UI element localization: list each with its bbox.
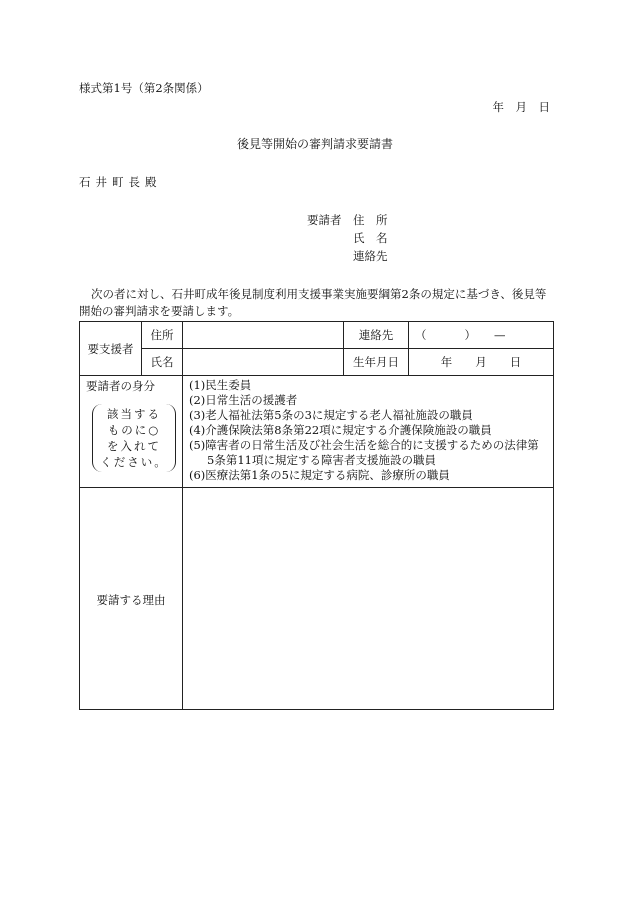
subject-contact-field[interactable] (409, 322, 554, 349)
request-statement: 次の者に対し、石井町成年後見制度利用支援事業実施要綱第2条の規定に基づき、後見等開始の審判請求を要請します。 (79, 287, 547, 318)
subject-label: 要支援者 (80, 322, 142, 376)
subject-address-field[interactable] (183, 322, 344, 349)
phone-dash: — (494, 328, 506, 342)
requester-name-label: 氏 名 (353, 231, 388, 245)
qualification-item[interactable]: (4)介護保険法第8条第22項に規定する介護保険施設の職員 (189, 423, 492, 437)
subject-contact-label: 連絡先 (344, 322, 409, 349)
bracket-note: 該当する ものに○ を入れて ください。 (92, 404, 176, 472)
qualification-list (183, 376, 554, 488)
phone-close-paren: ） (464, 328, 476, 342)
requester-heading: 要請者 (307, 213, 342, 227)
requester-contact-label: 連絡先 (353, 249, 388, 263)
qualification-item[interactable]: (1)民生委員 (189, 378, 252, 392)
subject-birthdate-field[interactable]: 年 月 日 (409, 349, 554, 376)
qualification-item[interactable]: (6)医療法第1条の5に規定する病院、診療所の職員 (189, 468, 450, 482)
date-line: 年 月 日 (492, 100, 550, 114)
subject-name-field[interactable] (183, 349, 344, 376)
reason-field[interactable] (183, 488, 554, 710)
request-form-table (79, 321, 554, 710)
qualification-item[interactable]: (2)日常生活の援護者 (189, 393, 298, 407)
identity-cell (80, 376, 183, 488)
qualification-item[interactable]: (5)障害者の日常生活及び社会生活を総合的に支援するための法律第 (189, 438, 539, 452)
subject-name-label: 氏名 (142, 349, 183, 376)
identity-label: 要請者の身分 (86, 379, 155, 393)
reason-label: 要請する理由 (80, 488, 183, 710)
phone-open-paren: （ (415, 328, 427, 342)
addressee: 石井町長殿 (79, 175, 162, 189)
subject-birthdate-label: 生年月日 (344, 349, 409, 376)
form-number: 様式第1号（第2条関係） (79, 81, 209, 95)
requester-address-label: 住 所 (353, 213, 388, 227)
subject-address-label: 住所 (142, 322, 183, 349)
qualification-item[interactable]: (3)老人福祉法第5条の3に規定する老人福祉施設の職員 (189, 408, 473, 422)
requester-block (307, 211, 388, 265)
document-title: 後見等開始の審判請求要請書 (236, 137, 393, 151)
qualification-item-continuation: 5条第11項に規定する障害者支援施設の職員 (207, 453, 436, 467)
